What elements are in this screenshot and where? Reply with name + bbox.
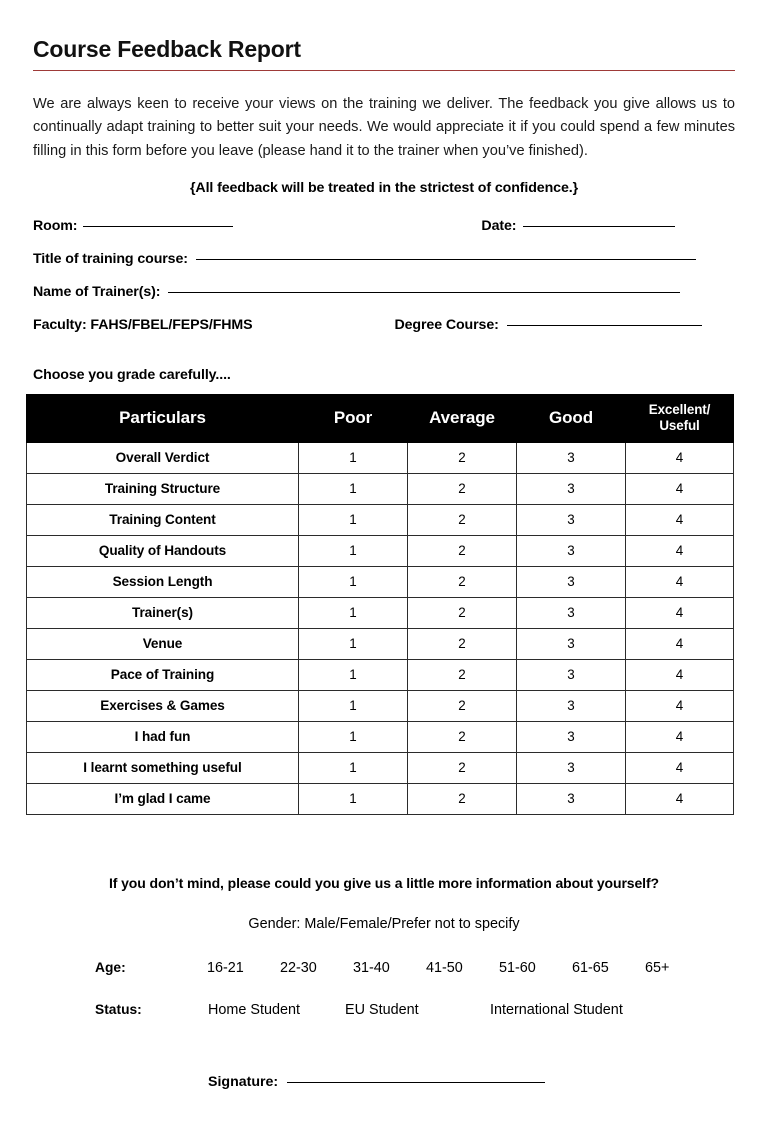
rating-cell-excellent[interactable]: 4 <box>626 691 734 722</box>
table-row <box>27 691 734 722</box>
rating-cell-excellent[interactable]: 4 <box>626 505 734 536</box>
rating-cell-good[interactable]: 3 <box>517 567 626 598</box>
rating-cell-good[interactable]: 3 <box>517 784 626 815</box>
status-option-international-student[interactable]: International Student <box>490 1002 623 1019</box>
rating-cell-good[interactable]: 3 <box>517 474 626 505</box>
rating-cell-excellent[interactable]: 4 <box>626 567 734 598</box>
signature-label: Signature: <box>208 1074 279 1091</box>
table-row <box>27 505 734 536</box>
table-row <box>27 722 734 753</box>
table-row <box>27 753 734 784</box>
row-label: I had fun <box>27 722 299 753</box>
rating-cell-excellent[interactable]: 4 <box>626 443 734 474</box>
rating-cell-average[interactable]: 2 <box>408 598 517 629</box>
intro-paragraph: We are always keen to receive your views on the training we deliver. The feedback you give allows us to continually adapt training to better suit your needs. We would appreciate it if you could spend a few minutes filling in this form before you leave (please hand it to the trainer when you’ve finished). <box>33 95 735 159</box>
faculty-label[interactable]: Faculty: FAHS/FBEL/FEPS/FHMS <box>33 316 253 333</box>
rating-cell-average[interactable]: 2 <box>408 567 517 598</box>
rating-cell-excellent[interactable]: 4 <box>626 474 734 505</box>
rating-cell-poor[interactable]: 1 <box>299 536 408 567</box>
row-label: I learnt something useful <box>27 753 299 784</box>
trainer-label: Name of Trainer(s): <box>33 283 161 300</box>
row-label: Trainer(s) <box>27 598 299 629</box>
rating-cell-good[interactable]: 3 <box>517 629 626 660</box>
room-date-row <box>33 218 735 234</box>
table-row <box>27 660 734 691</box>
table-row <box>27 536 734 567</box>
rating-cell-excellent[interactable]: 4 <box>626 784 734 815</box>
grade-table <box>26 394 734 816</box>
rating-cell-average[interactable]: 2 <box>408 753 517 784</box>
age-option-41-50[interactable]: 41-50 <box>426 960 463 977</box>
rating-cell-average[interactable]: 2 <box>408 474 517 505</box>
table-row <box>27 784 734 815</box>
row-label: Exercises & Games <box>27 691 299 722</box>
rating-cell-good[interactable]: 3 <box>517 598 626 629</box>
rating-cell-average[interactable]: 2 <box>408 691 517 722</box>
grade-table-head <box>27 394 734 443</box>
column-header-excellent-line1: Excellent/ <box>648 401 711 417</box>
column-header-excellent-useful <box>626 394 734 443</box>
row-label: Session Length <box>27 567 299 598</box>
rating-cell-poor[interactable]: 1 <box>299 443 408 474</box>
rating-cell-excellent[interactable]: 4 <box>626 629 734 660</box>
row-label: Training Structure <box>27 474 299 505</box>
rating-cell-poor[interactable]: 1 <box>299 660 408 691</box>
course-title-row <box>33 251 735 267</box>
rating-cell-average[interactable]: 2 <box>408 443 517 474</box>
age-row <box>33 960 735 976</box>
grade-table-body <box>27 443 734 815</box>
rating-cell-good[interactable]: 3 <box>517 505 626 536</box>
status-row <box>33 1002 735 1018</box>
row-label: Quality of Handouts <box>27 536 299 567</box>
rating-cell-excellent[interactable]: 4 <box>626 753 734 784</box>
age-option-22-30[interactable]: 22-30 <box>280 960 317 977</box>
rating-cell-poor[interactable]: 1 <box>299 598 408 629</box>
faculty-degree-row <box>33 317 735 333</box>
rating-cell-poor[interactable]: 1 <box>299 691 408 722</box>
rating-cell-average[interactable]: 2 <box>408 629 517 660</box>
trainer-name-row <box>33 284 735 300</box>
rating-cell-poor[interactable]: 1 <box>299 567 408 598</box>
rating-cell-average[interactable]: 2 <box>408 505 517 536</box>
table-row <box>27 567 734 598</box>
column-header-poor: Poor <box>299 394 408 443</box>
rating-cell-excellent[interactable]: 4 <box>626 536 734 567</box>
table-row <box>27 474 734 505</box>
row-label: Training Content <box>27 505 299 536</box>
table-header-row <box>27 394 734 443</box>
table-row <box>27 443 734 474</box>
status-option-home-student[interactable]: Home Student <box>208 1002 300 1019</box>
rating-cell-good[interactable]: 3 <box>517 536 626 567</box>
row-label: I’m glad I came <box>27 784 299 815</box>
rating-cell-good[interactable]: 3 <box>517 443 626 474</box>
column-header-particulars: Particulars <box>27 394 299 443</box>
signature-row <box>33 1074 735 1090</box>
rating-cell-poor[interactable]: 1 <box>299 784 408 815</box>
rating-cell-poor[interactable]: 1 <box>299 753 408 784</box>
rating-cell-poor[interactable]: 1 <box>299 505 408 536</box>
column-header-good: Good <box>517 394 626 443</box>
row-label: Pace of Training <box>27 660 299 691</box>
rating-cell-poor[interactable]: 1 <box>299 474 408 505</box>
age-option-65-plus[interactable]: 65+ <box>645 960 670 977</box>
column-header-average: Average <box>408 394 517 443</box>
rating-cell-average[interactable]: 2 <box>408 536 517 567</box>
room-label: Room: <box>33 217 78 234</box>
status-option-eu-student[interactable]: EU Student <box>345 1002 419 1019</box>
grade-prompt: Choose you grade carefully.... <box>33 366 231 383</box>
demographics-heading: If you don’t mind, please could you give us a little more information about yourself? <box>108 875 659 892</box>
degree-course-input-line[interactable] <box>507 325 702 326</box>
rating-cell-average[interactable]: 2 <box>408 784 517 815</box>
column-header-excellent-line2: Useful <box>659 417 700 433</box>
rating-cell-poor[interactable]: 1 <box>299 722 408 753</box>
rating-cell-excellent[interactable]: 4 <box>626 598 734 629</box>
table-row <box>27 629 734 660</box>
degree-course-label: Degree Course: <box>394 316 499 333</box>
age-option-31-40[interactable]: 31-40 <box>353 960 390 977</box>
date-input-line[interactable] <box>523 226 675 227</box>
rating-cell-poor[interactable]: 1 <box>299 629 408 660</box>
confidence-note: {All feedback will be treated in the strictest of confidence.} <box>190 179 578 196</box>
title-underline-rule <box>33 70 735 71</box>
rating-cell-excellent[interactable]: 4 <box>626 722 734 753</box>
row-label: Overall Verdict <box>27 443 299 474</box>
rating-cell-average[interactable]: 2 <box>408 660 517 691</box>
rating-cell-good[interactable]: 3 <box>517 660 626 691</box>
date-label: Date: <box>481 217 517 234</box>
age-label: Age: <box>95 960 126 976</box>
rating-cell-good[interactable]: 3 <box>517 722 626 753</box>
age-option-61-65[interactable]: 61-65 <box>572 960 609 977</box>
rating-cell-excellent[interactable]: 4 <box>626 660 734 691</box>
course-title-label: Title of training course: <box>33 250 188 267</box>
status-label: Status: <box>95 1002 142 1018</box>
page-title: Course Feedback Report <box>33 36 301 62</box>
document-body <box>33 36 735 1090</box>
age-option-51-60[interactable]: 51-60 <box>499 960 536 977</box>
signature-input-line[interactable] <box>287 1082 545 1083</box>
trainer-input-line[interactable] <box>168 292 680 293</box>
table-row <box>27 598 734 629</box>
row-label: Venue <box>27 629 299 660</box>
rating-cell-good[interactable]: 3 <box>517 691 626 722</box>
rating-cell-good[interactable]: 3 <box>517 753 626 784</box>
gender-options-line[interactable]: Gender: Male/Female/Prefer not to specify <box>248 916 520 933</box>
rating-cell-average[interactable]: 2 <box>408 722 517 753</box>
age-option-16-21[interactable]: 16-21 <box>207 960 244 977</box>
room-input-line[interactable] <box>83 226 233 227</box>
course-title-input-line[interactable] <box>196 259 696 260</box>
